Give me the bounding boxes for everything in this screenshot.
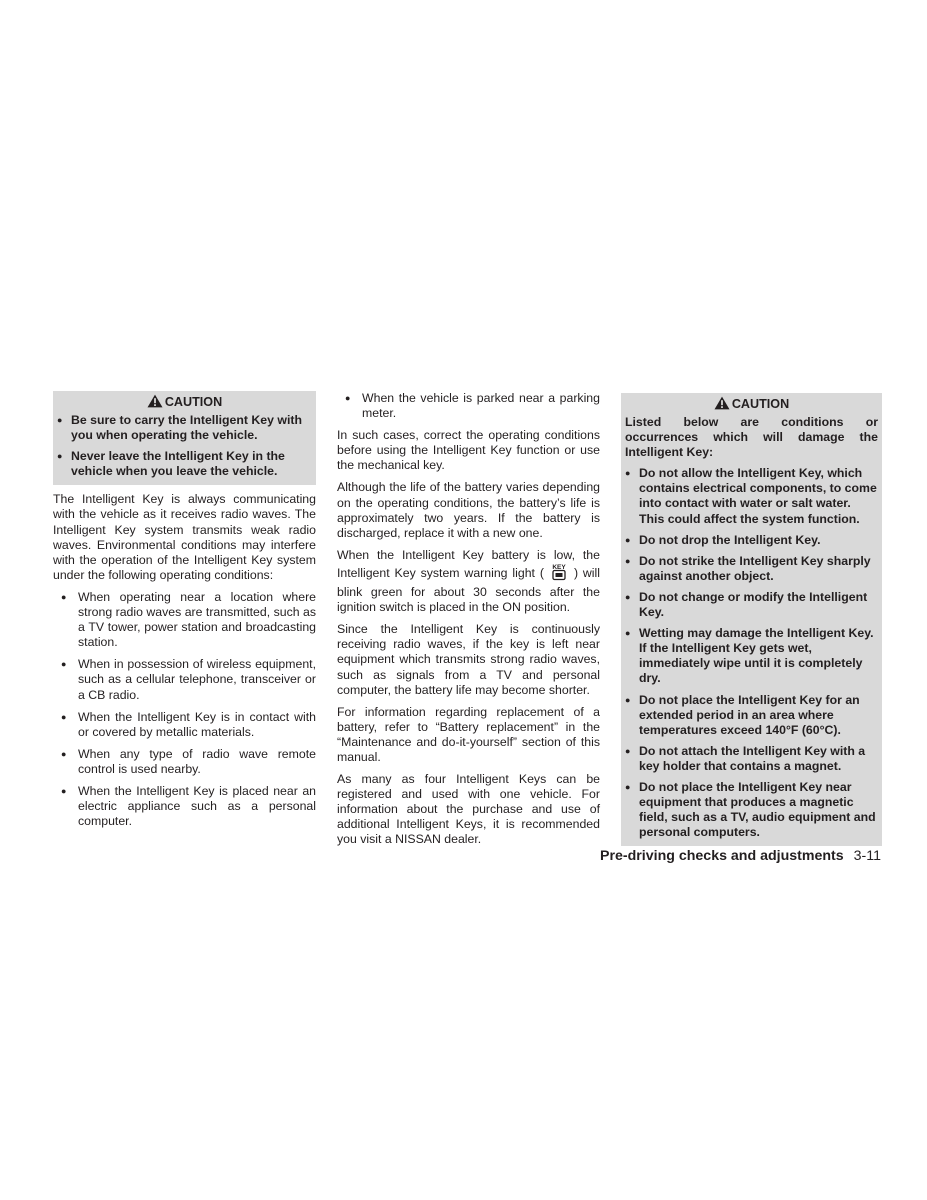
list-item: ● When in possession of wireless equipment, such as a cellular telephone, transceiver or a CB radio. [53,657,316,702]
caution-item: ● Do not change or modify the Intelligent Key. [625,590,878,620]
caution-item: ● Never leave the Intelligent Key in the vehicle when you leave the vehicle. [57,449,312,479]
list-item: ● When operating near a location where strong radio waves are transmitted, such as a TV tower, power station and broadcasting station. [53,590,316,650]
caution-item: ● Do not strike the Intelligent Key sharply against another object. [625,554,878,584]
caution-heading [57,394,312,410]
body-paragraph-warning-light [337,548,600,615]
column-1 [53,391,316,836]
list-item: ● When the Intelligent Key is placed near an electric appliance such as a personal computer. [53,784,316,829]
page-footer [600,848,881,864]
caution-item: ● Be sure to carry the Intelligent Key with you when operating the vehicle. [57,413,312,443]
caution-item: ● Do not allow the Intelligent Key, which contains electrical components, to come into contact with water or salt water. This could affect the system function. [625,466,878,526]
section-title: Pre-driving checks and adjustments [600,848,844,864]
body-paragraph: In such cases, correct the operating conditions before using the Intelligent Key function or use the mechanical key. [337,428,600,473]
conditions-list-continued [337,391,600,421]
body-paragraph: The Intelligent Key is always communicating with the vehicle as it receives radio waves. The Intelligent Key system transmits weak radio waves. Environmental conditions may interfere with the operation of the Intelligent Key system under the following operating conditions: [53,492,316,582]
caution-item: ● Do not place the Intelligent Key for an extended period in an area where temperatures exceed 140°F (60°C). [625,693,878,738]
caution-box-right [621,393,882,846]
caution-intro: Listed below are conditions or occurrences which will damage the Intelligent Key: [625,415,878,460]
caution-item: ● Wetting may damage the Intelligent Key. If the Intelligent Key gets wet, immediately wipe until it is completely dry. [625,626,878,686]
key-warning-light-icon [545,563,573,585]
warning-triangle-icon [147,394,163,408]
body-paragraph: Although the life of the battery varies depending on the operating conditions, the battery’s life is approximately two years. If the battery is discharged, replace it with a new one. [337,480,600,540]
text-run: When the Intelligent Key battery is low, the Intelligent Key system warning light ( [337,547,600,580]
svg-text:KEY: KEY [552,563,566,571]
caution-box-left [53,391,316,485]
caution-title: CAUTION [164,395,223,409]
body-paragraph: Since the Intelligent Key is continuously receiving radio waves, if the key is left near equipment which transmits strong radio waves, such as signals from a TV and personal computer, the battery life may become shorter. [337,622,600,697]
caution-list [625,466,878,840]
list-item: ● When the Intelligent Key is in contact with or covered by metallic materials. [53,710,316,740]
caution-heading [625,396,878,412]
caution-list [57,413,312,479]
caution-title: CAUTION [731,397,790,411]
conditions-list [53,590,316,829]
text-run: ) will blink green for about 30 seconds after the ignition switch is placed in the ON position. [337,565,600,615]
list-item: ● When the vehicle is parked near a parking meter. [337,391,600,421]
body-paragraph: For information regarding replacement of a battery, refer to “Battery replacement” in the “Maintenance and do-it-yourself” section of this manual. [337,704,600,764]
caution-item: ● Do not drop the Intelligent Key. [625,533,878,548]
page-number: 3-11 [853,848,881,864]
column-2 [337,391,600,855]
column-3 [621,393,882,846]
caution-item: ● Do not place the Intelligent Key near equipment that produces a magnetic field, such as a TV, audio equipment and personal computers. [625,780,878,840]
body-paragraph: As many as four Intelligent Keys can be registered and used with one vehicle. For information about the purchase and use of additional Intelligent Keys, it is recommended you visit a NISSAN dealer. [337,772,600,847]
warning-triangle-icon [714,396,730,410]
caution-item: ● Do not attach the Intelligent Key with a key holder that contains a magnet. [625,744,878,774]
list-item: ● When any type of radio wave remote control is used nearby. [53,747,316,777]
